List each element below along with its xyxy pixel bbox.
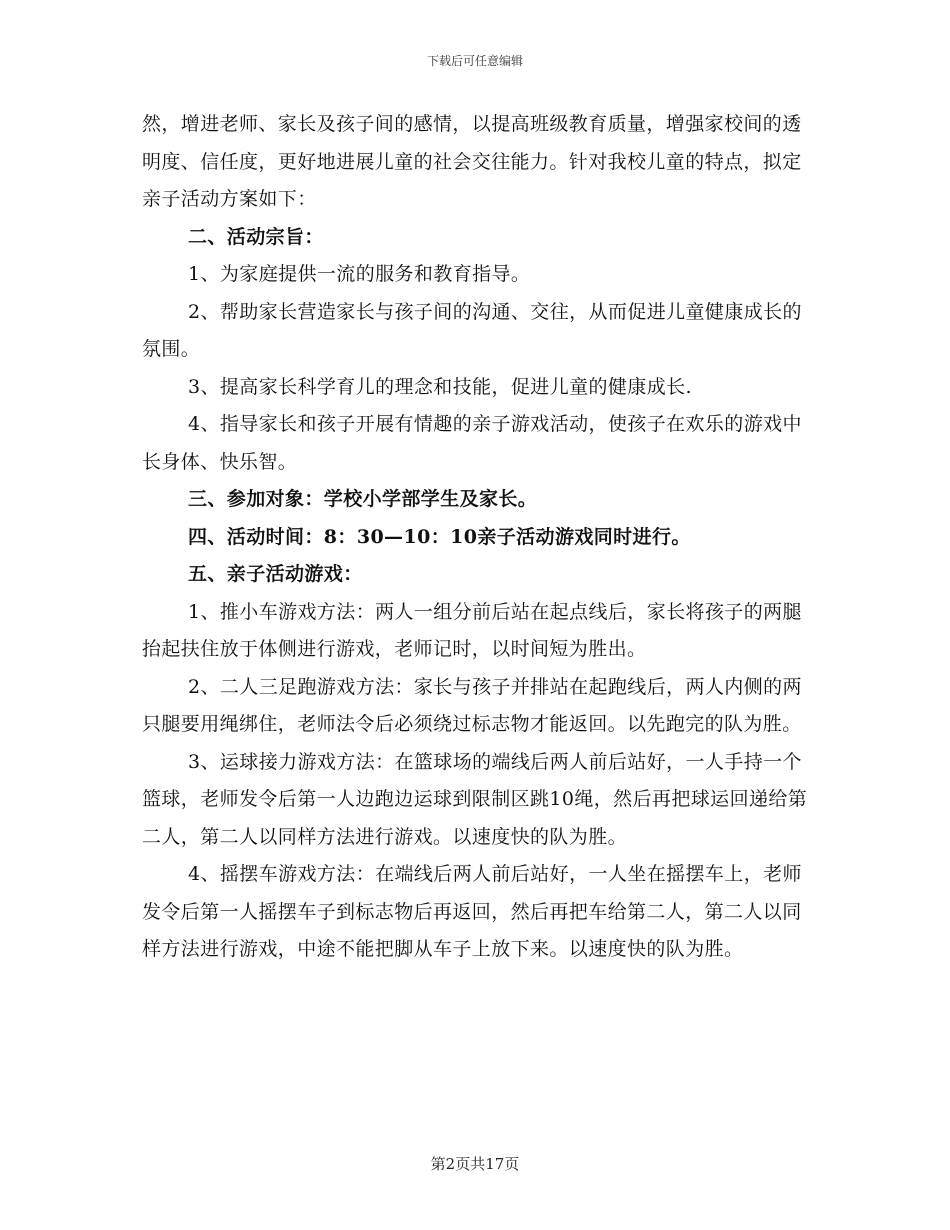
purpose-item-1: 1、为家庭提供一流的服务和教育指导。 bbox=[188, 263, 531, 285]
game-item-2: 2、二人三足跑游戏方法：家长与孩子并排站在起跑线后，两人内侧的两只腿要用绳绑住，老师法令后必须绕过标志物才能返回。以先跑完的队为胜。 bbox=[142, 675, 802, 735]
game-item-3: 3、运球接力游戏方法：在篮球场的端线后两人前后站好，一人手持一个篮球，老师发令后第一人边跑边运球到限制区跳10绳，然后再把球运回递给第二人，第二人以同样方法进行游戏。以速度快的队为胜。 bbox=[142, 750, 808, 848]
game-item-4: 4、摇摆车游戏方法：在端线后两人前后站好，一人坐在摇摆车上，老师发令后第一人摇摆车子到标志物后再返回，然后再把车给第二人，第二人以同样方法进行游戏，中途不能把脚从车子上放下来。以速度快的队为胜。 bbox=[142, 863, 802, 960]
game-item-1: 1、推小车游戏方法：两人一组分前后站在起点线后，家长将孩子的两腿抬起扶住放于体侧进行游戏，老师记时，以时间短为胜出。 bbox=[142, 600, 802, 660]
section-heading-time: 四、活动时间：8：30—10：10亲子活动游戏同时进行。 bbox=[188, 525, 691, 548]
purpose-item-3: 3、提高家长科学育儿的理念和技能，促进儿童的健康成长. bbox=[188, 375, 692, 398]
paragraph-intro-continued: 然，增进老师、家长及孩子间的感情，以提高班级教育质量，增强家校间的透明度、信任度，更好地进展儿童的社会交往能力。针对我校儿童的特点，拟定亲子活动方案如下： bbox=[142, 113, 802, 210]
section-heading-purpose: 二、活动宗旨： bbox=[188, 225, 324, 248]
section-heading-games: 五、亲子活动游戏： bbox=[188, 563, 363, 585]
section-heading-participants: 三、参加对象：学校小学部学生及家长。 bbox=[188, 488, 538, 510]
document-body bbox=[142, 106, 812, 969]
page-number-footer: 第2页共17页 bbox=[430, 1155, 520, 1173]
page-header: 下载后可任意编辑 bbox=[426, 54, 523, 68]
purpose-item-2: 2、帮助家长营造家长与孩子间的沟通、交往，从而促进儿童健康成长的氛围。 bbox=[142, 300, 802, 360]
purpose-item-4: 4、指导家长和孩子开展有情趣的亲子游戏活动，使孩子在欢乐的游戏中长身体、快乐智。 bbox=[142, 413, 802, 473]
